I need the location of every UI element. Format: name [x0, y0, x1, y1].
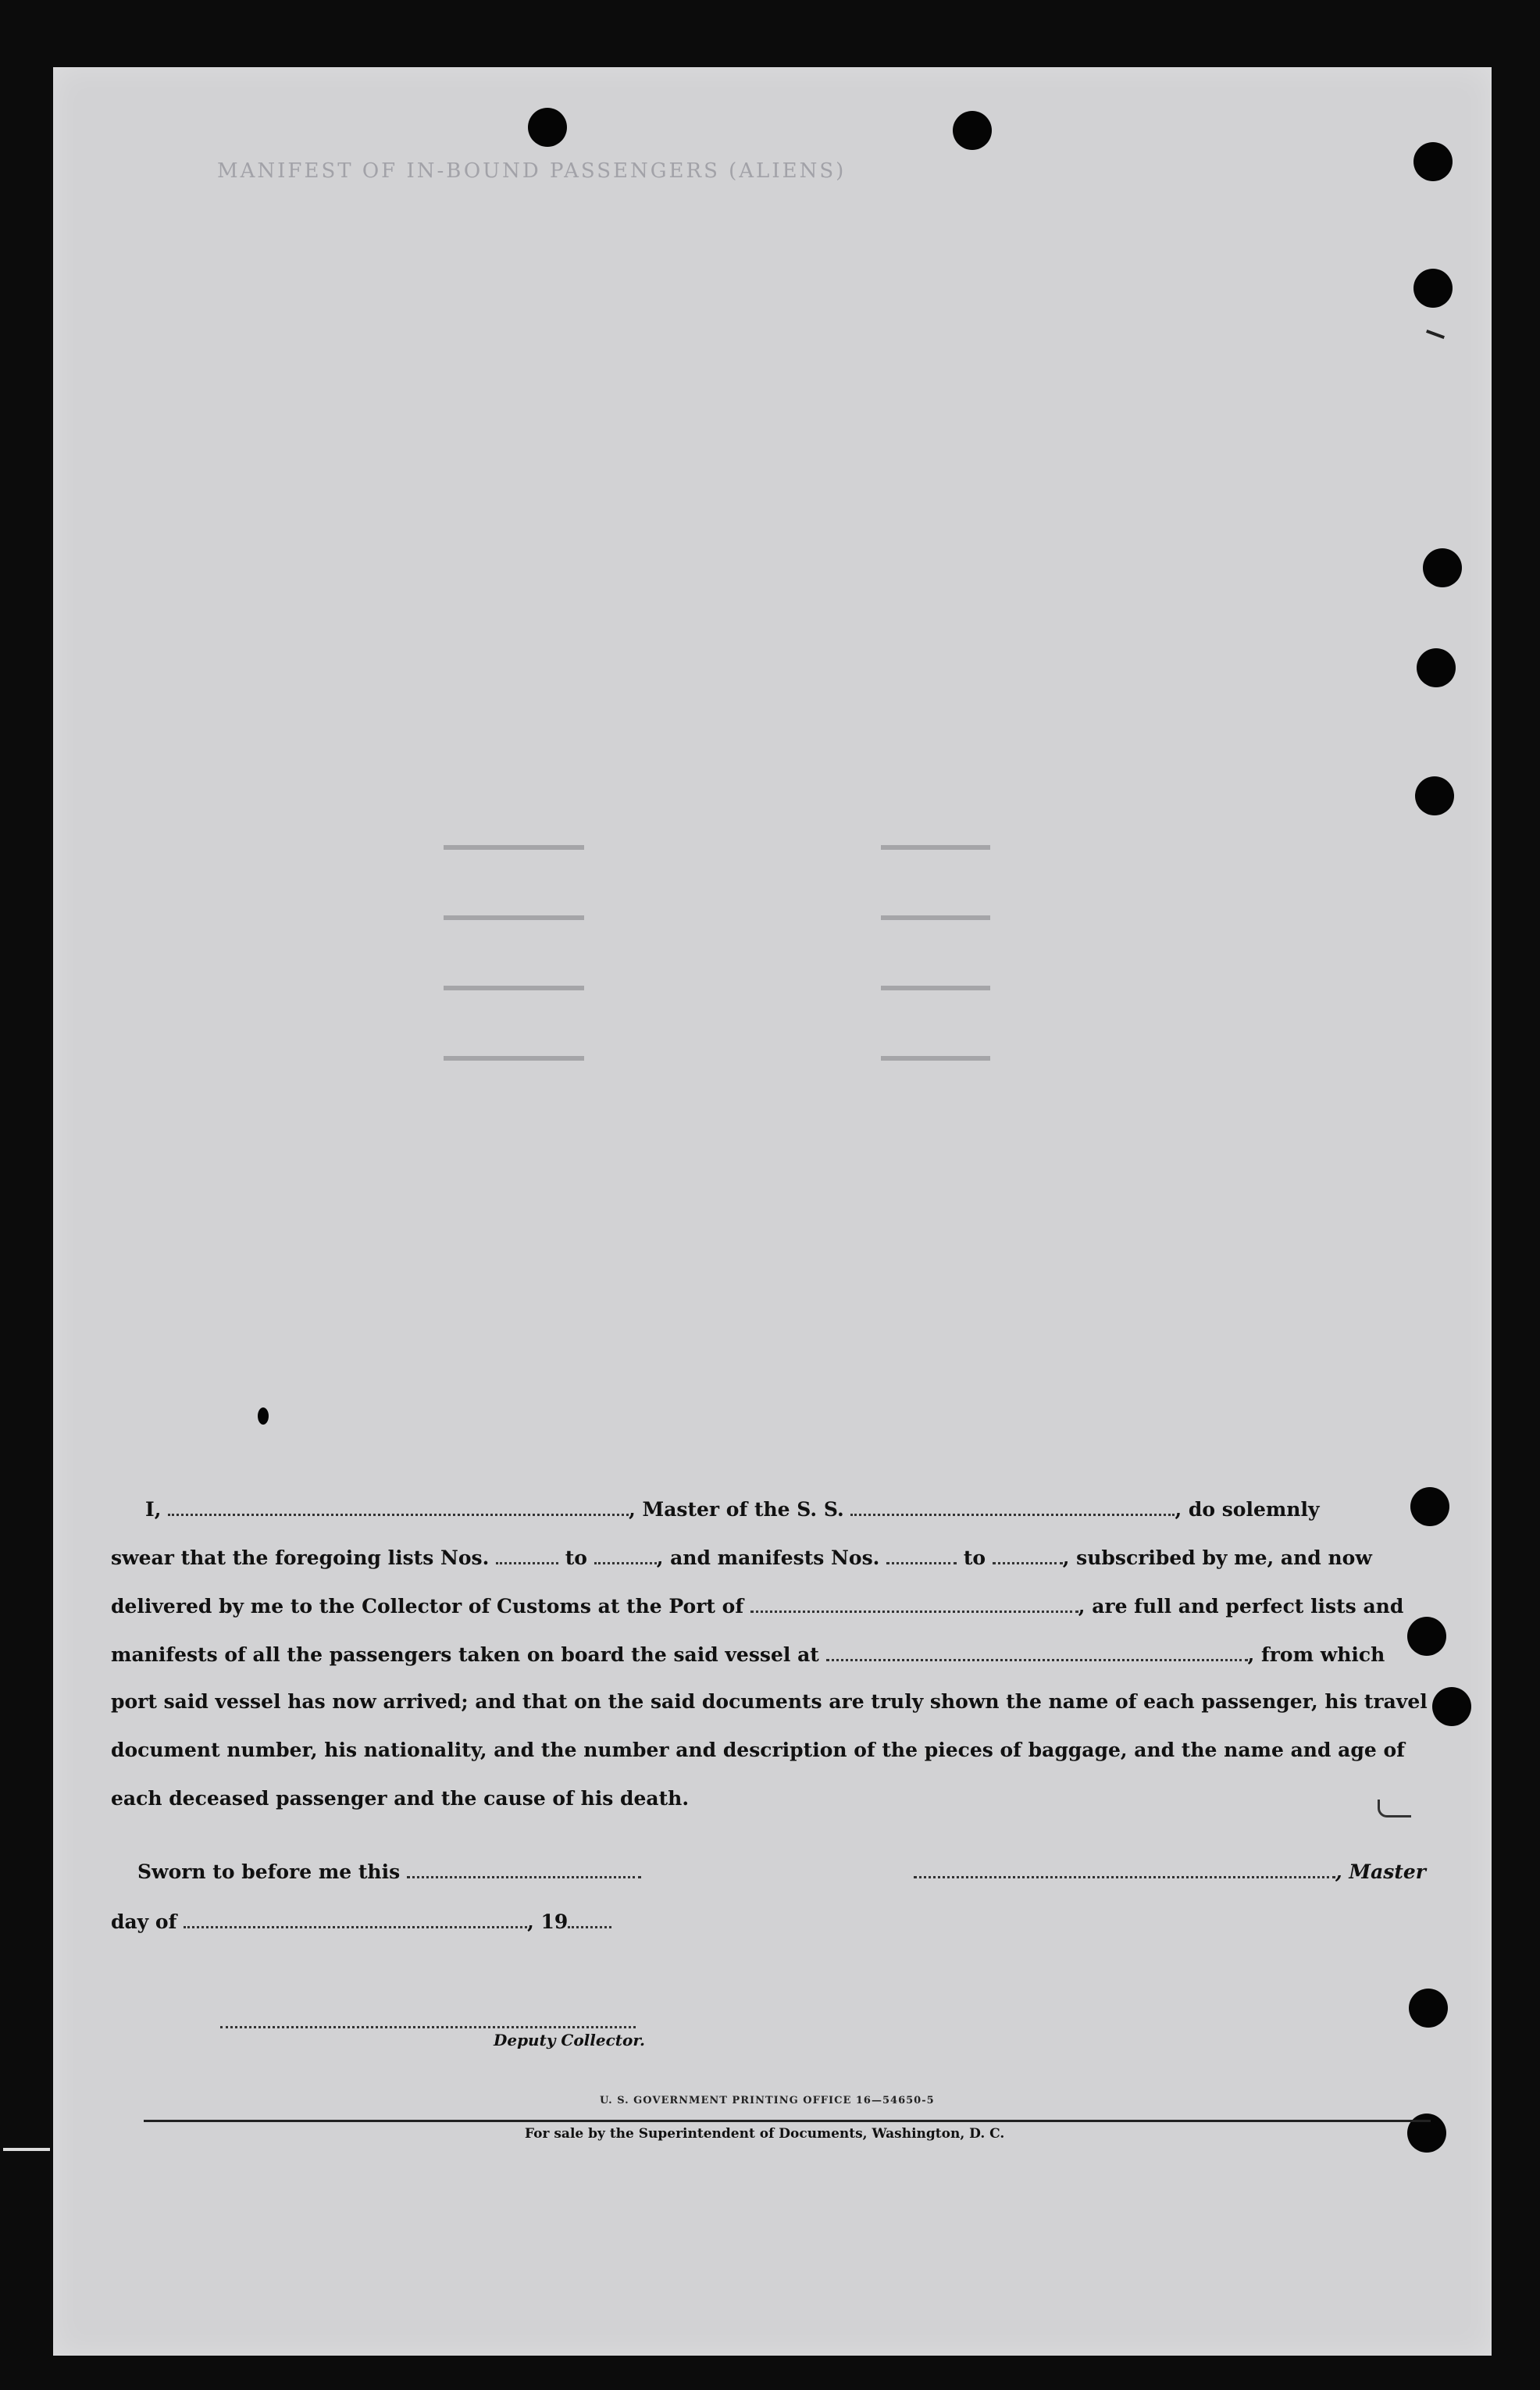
manifest-to-field[interactable] [993, 1545, 1063, 1564]
punch-hole [1415, 776, 1454, 815]
punch-hole [1410, 1487, 1449, 1526]
bleed-through-row [444, 845, 584, 850]
printing-office-note: U. S. GOVERNMENT PRINTING OFFICE 16—54650-5 [600, 2095, 935, 2106]
punch-hole [1413, 142, 1453, 181]
oath-text: manifests of all the passengers taken on board the said vessel at [111, 1643, 819, 1666]
punch-hole [953, 111, 992, 150]
port-field[interactable] [750, 1593, 1078, 1613]
punch-hole [1413, 269, 1453, 308]
bleed-through-row [881, 1056, 990, 1061]
day-of-label: day of [111, 1910, 177, 1933]
oath-text: port said vessel has now arrived; and that on the said documents are truly shown the name of each passenger, his travel [111, 1690, 1428, 1713]
oath-text: , subscribed by me, and now [1062, 1546, 1372, 1569]
bleed-through-row [444, 1056, 584, 1061]
deputy-signature-line[interactable] [220, 2026, 636, 2028]
for-sale-note: For sale by the Superintendent of Documents, Washington, D. C. [525, 2126, 1005, 2142]
bleed-through-row [444, 915, 584, 920]
oath-text: , are full and perfect lists and [1078, 1595, 1404, 1618]
deputy-collector-label: Deputy Collector. [494, 2031, 646, 2049]
departure-port-field[interactable] [826, 1642, 1248, 1661]
oath-text: , from which [1247, 1643, 1385, 1666]
punch-hole [258, 1407, 269, 1425]
sworn-date-field[interactable] [407, 1859, 641, 1878]
bleed-through-row [444, 986, 584, 990]
master-label: , Master [1335, 1860, 1426, 1883]
oath-text: delivered by me to the Collector of Customs at the Port of [111, 1595, 744, 1618]
manifest-page [53, 67, 1492, 2356]
ship-name-field[interactable] [850, 1496, 1175, 1516]
bleed-through-row [881, 915, 990, 920]
punch-hole [1407, 1617, 1446, 1656]
punch-hole [1417, 648, 1456, 687]
oath-text: swear that the foregoing lists Nos. [111, 1546, 490, 1569]
oath-text: , and manifests Nos. [656, 1546, 880, 1569]
margin-mark [3, 2148, 50, 2151]
oath-text: to [963, 1546, 986, 1569]
sworn-label: Sworn to before me this [137, 1860, 401, 1883]
year-label: , 19 [527, 1910, 569, 1933]
list-from-field[interactable] [496, 1545, 558, 1564]
footer-rule [144, 2120, 1431, 2122]
oath-text: , do solemnly [1175, 1498, 1320, 1521]
oath-text: I, [145, 1498, 162, 1521]
year-field[interactable] [568, 1909, 611, 1928]
manifest-from-field[interactable] [886, 1545, 957, 1564]
pencil-mark [1378, 1800, 1411, 1817]
oath-text: document number, his nationality, and the number and description of the pieces of baggage, and the name and age of [111, 1739, 1405, 1761]
oath-text: , Master of the S. S. [629, 1498, 844, 1521]
punch-hole [1409, 1989, 1448, 2028]
punch-hole [528, 108, 567, 147]
master-signature-field[interactable] [914, 1859, 1335, 1878]
oath-text: each deceased passenger and the cause of his death. [111, 1787, 690, 1810]
oath-text: to [565, 1546, 587, 1569]
punch-hole [1423, 548, 1462, 587]
list-to-field[interactable] [594, 1545, 657, 1564]
master-name-field[interactable] [168, 1496, 629, 1516]
day-of-field[interactable] [184, 1909, 527, 1928]
ghost-header-title: MANIFEST OF IN-BOUND PASSENGERS (ALIENS) [217, 159, 847, 183]
punch-hole [1432, 1687, 1471, 1726]
bleed-through-row [881, 986, 990, 990]
bleed-through-row [881, 845, 990, 850]
pencil-mark [1426, 330, 1445, 339]
